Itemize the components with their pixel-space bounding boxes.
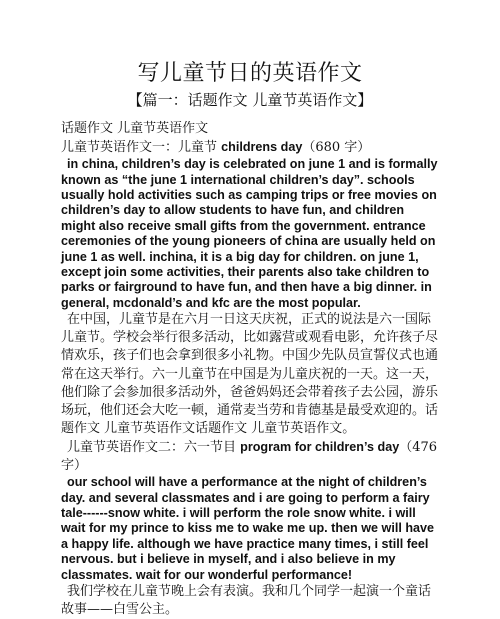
- essay-2-label: 儿童节英语作文二：六一节目: [67, 439, 241, 455]
- essay-2-chinese-paragraph: 我们学校在儿童节晚上会有表演。我和几个同学一起演一个童话故事——白雪公主。: [61, 583, 432, 618]
- section-subtitle: 【篇一：话题作文 儿童节英语作文】: [127, 91, 373, 109]
- essay-1-title-en: childrens day: [221, 140, 303, 155]
- essay-1-chinese-paragraph: 在中国，儿童节是在六月一日这天庆祝，正式的说法是六一国际儿童节。学校会举行很多活动，比如露营或观看电影，允许孩子尽情欢乐，孩子们也会拿到很多小礼物。中国少先队员宣誓仪式也通常在这天举行。六一儿童节在中国是为儿童庆祝的一天。这一天，他们除了会参加很多活动外，爸爸妈妈还会带着孩子去公园，游乐场玩，他们还会大吃一顿，通常麦当劳和肯德基是最受欢迎的。话题作文 儿童节英语作文话题作文 儿童节英语作文。: [61, 312, 439, 436]
- essay-1-label: 儿童节英语作文一：儿童节: [61, 140, 222, 156]
- essay-2-english-paragraph: our school will have a performance at the night of children’s day. and several classmates and i are going to perform a fairy tale------snow white. i will perform the role snow white. i will wait for my prince to kiss me to wake me up. then we will have a happy life. although we have practice many times, i still feel nervous. but i believe in myself, and i also believe in my classmates. wait for our wonderful performance!: [61, 475, 435, 582]
- essay-2-heading: [61, 438, 441, 475]
- essay-1-word-count: （680 字）: [302, 140, 371, 156]
- essay-1-heading: [61, 138, 441, 157]
- page-title: 写儿童节日的英语作文: [137, 61, 363, 86]
- document-body: [61, 120, 441, 619]
- essay-1-english-paragraph: in china, children’s day is celebrated on june 1 and is formally known as “the june 1 international children’s day”. schools usually hold activities such as camping trips or free movies on children’s day to allow students to have fun, and children might also receive small gifts from the government. entrance ceremonies of the young pioneers of china are usually held on june 1 as well. inchina, it is a big day for children. on june 1, except join some activities, their parents also take children to parks or fairground to have fun, and then have a big dinner. in general, mcdonald’s and kfc are the most popular.: [61, 157, 438, 310]
- essay-2-title-en: program for children’s day: [240, 439, 400, 454]
- topic-heading: 话题作文 儿童节英语作文: [61, 121, 209, 136]
- essay-2-word-count: （476 字）: [61, 439, 438, 473]
